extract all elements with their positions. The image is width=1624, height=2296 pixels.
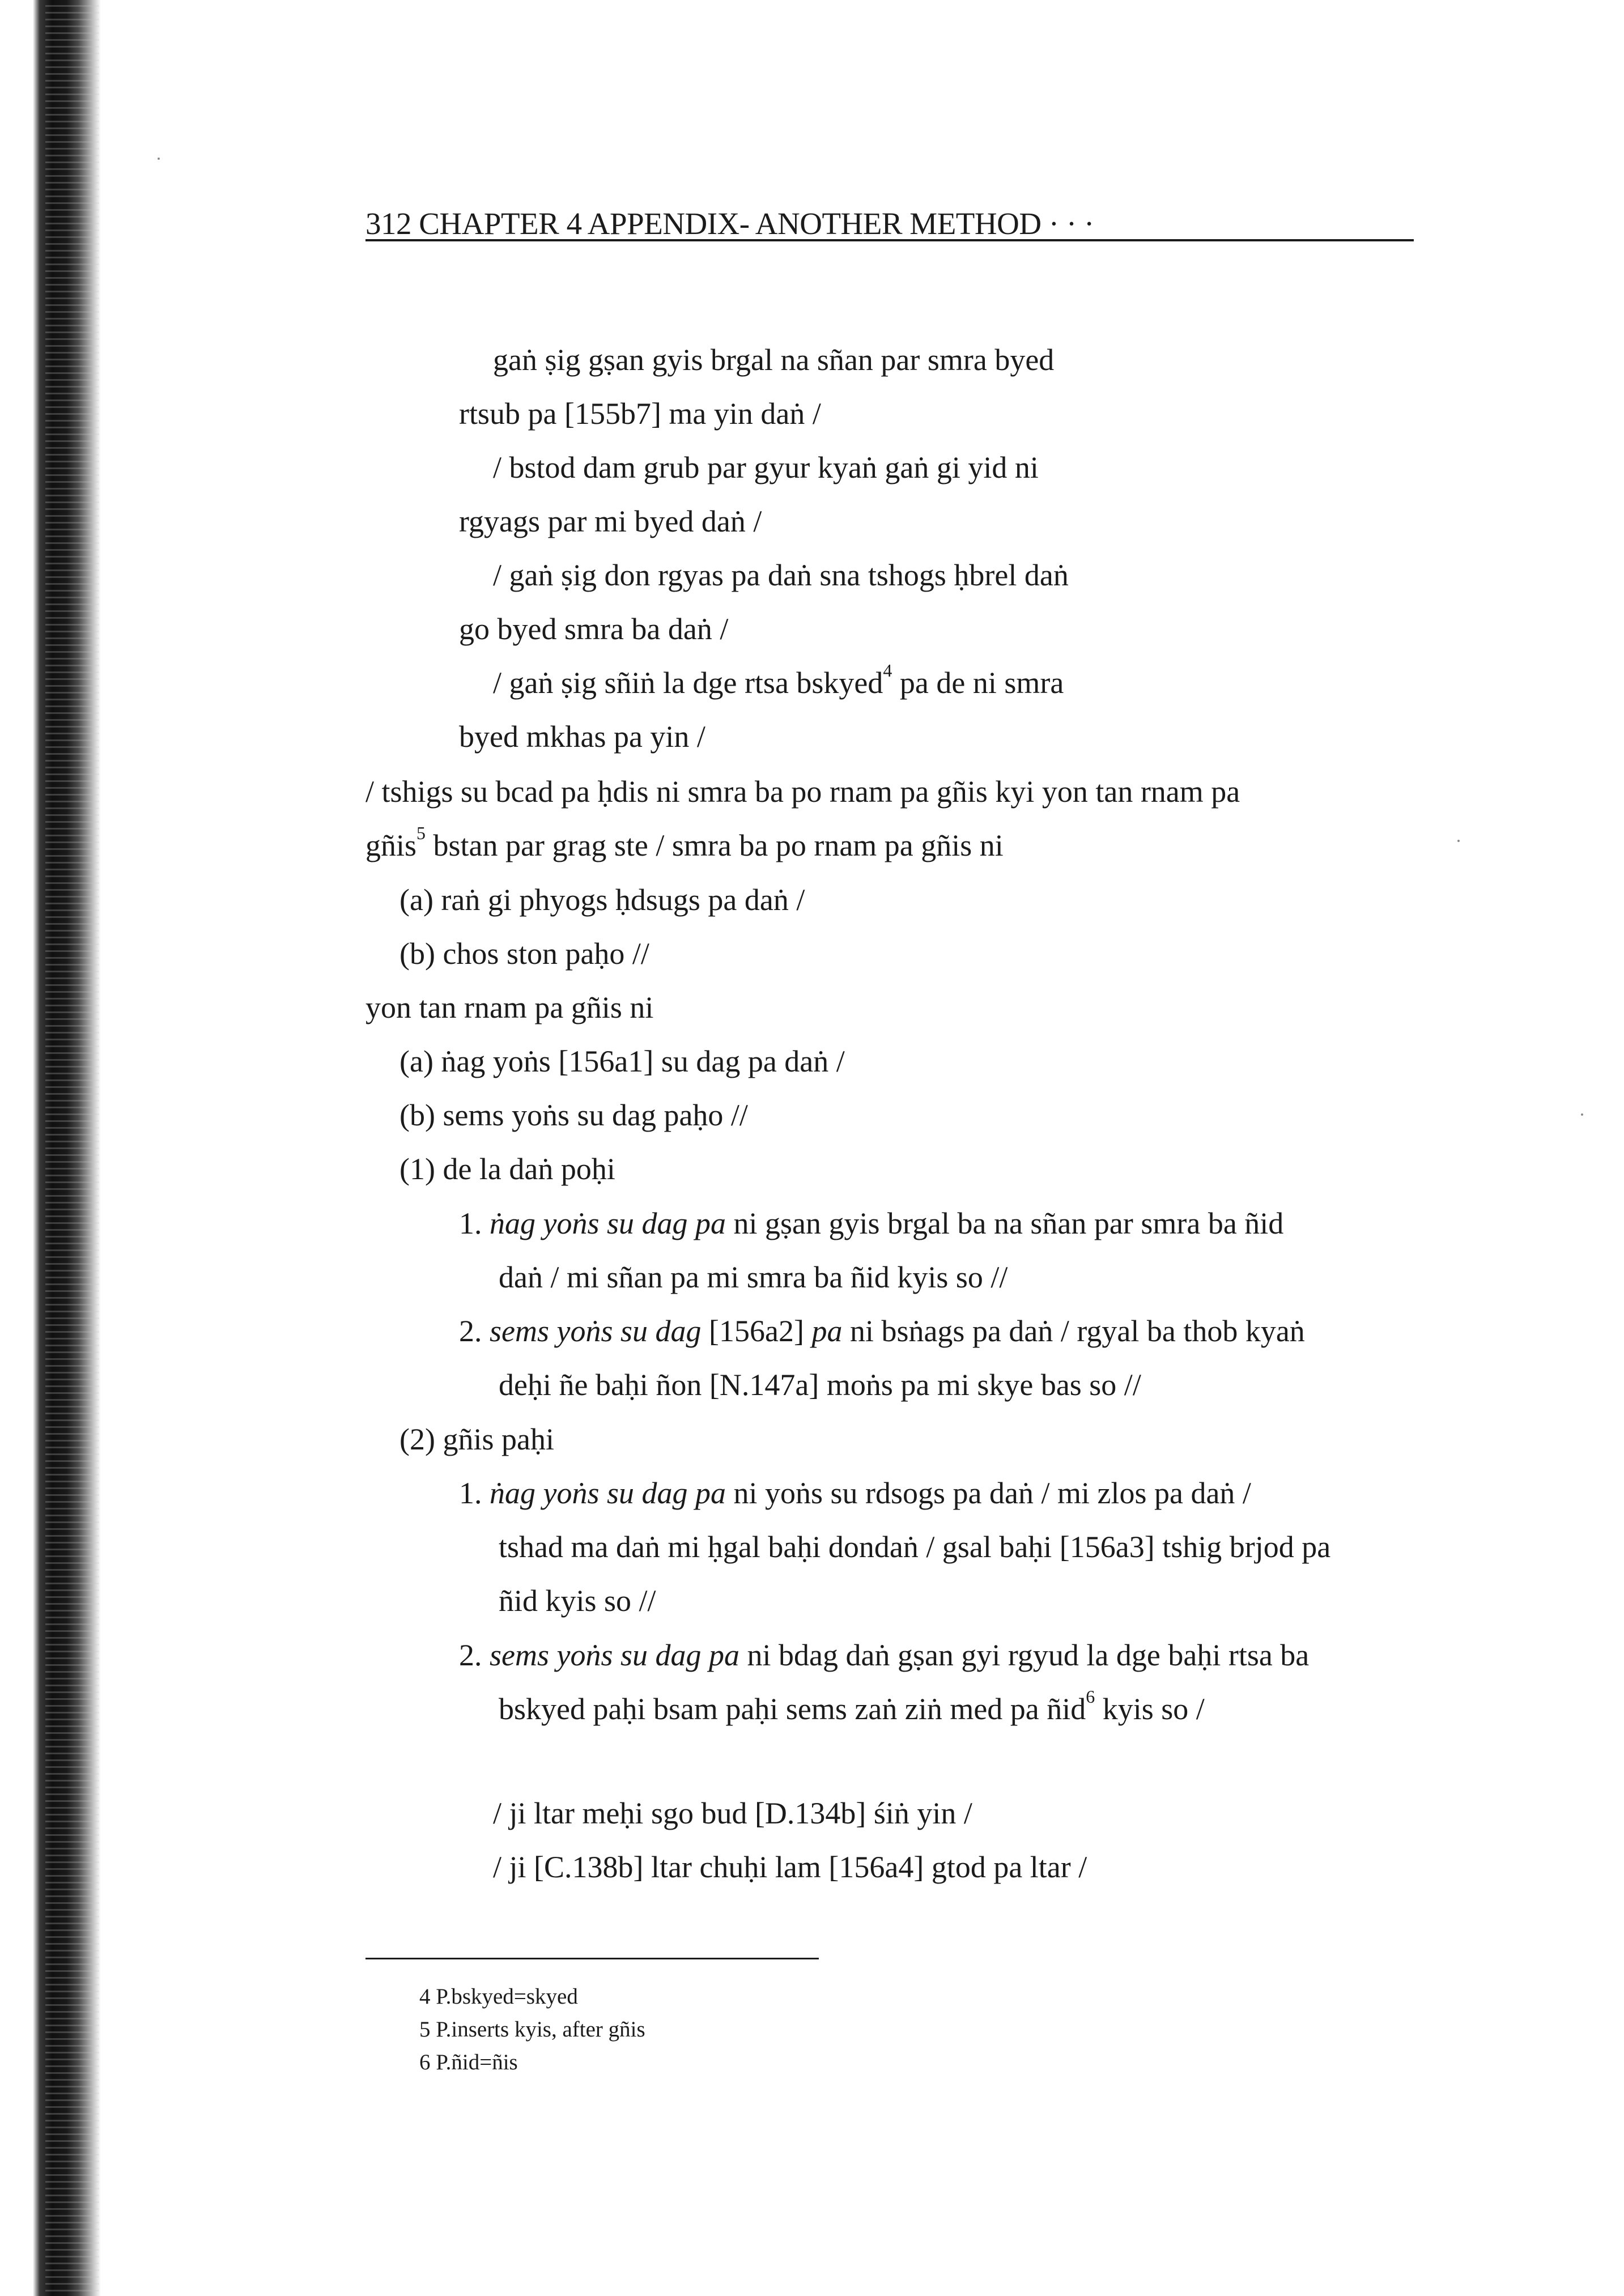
text-line: / gaṅ ṣig don rgyas pa daṅ sna tshogs ḥbrel daṅ — [493, 558, 1069, 592]
list-item: (a) raṅ gi phyogs ḥdsugs pa daṅ / — [399, 883, 805, 917]
text-line: / tshigs su bcad pa ḥdis ni smra ba po rnam pa gñis kyi yon tan rnam pa — [365, 775, 1240, 809]
list-item — [459, 1311, 1305, 1351]
footnote: 4 P.bskyed=skyed — [419, 1984, 578, 2009]
footnote-ref: 4 — [883, 660, 892, 681]
text-line: / bstod dam grub par gyur kyaṅ gaṅ gi yid ni — [493, 450, 1039, 484]
text-line: / ji [C.138b] ltar chuḥi lam [156a4] gtod pa ltar / — [493, 1850, 1087, 1884]
footnote-ref: 6 — [1086, 1686, 1095, 1707]
scan-speck — [1457, 840, 1460, 842]
italic-term: sems yoṅs su dag — [490, 1314, 702, 1348]
text-segment: ni bdag daṅ gṣan gyi rgyud la dge baḥi rtsa ba — [739, 1638, 1310, 1672]
list-item: (a) ṅag yoṅs [156a1] su dag pa daṅ / — [399, 1044, 845, 1078]
text-line: go byed smra ba daṅ / — [459, 612, 729, 646]
item-number: 2. — [459, 1314, 490, 1348]
list-item: (1) de la daṅ poḥi — [399, 1152, 615, 1186]
text-segment: ni gṣan gyis brgal ba na sñan par smra ba ñid — [726, 1206, 1284, 1240]
text-segment: bskyed paḥi bsam paḥi sems zaṅ ziṅ med pa ñid — [499, 1692, 1086, 1726]
text-line: tshad ma daṅ mi ḥgal baḥi dondaṅ / gsal baḥi [156a3] tshig brjod pa — [499, 1530, 1331, 1564]
running-header: 312 CHAPTER 4 APPENDIX- ANOTHER METHOD · · · — [365, 206, 1094, 241]
scan-speck — [1581, 1113, 1583, 1116]
text-line: byed mkhas pa yin / — [459, 720, 705, 754]
text-line — [365, 823, 1004, 865]
text-segment: [156a2] — [701, 1314, 812, 1348]
header-rule — [365, 239, 1414, 241]
item-number: 1. — [459, 1476, 490, 1510]
text-line: rtsub pa [155b7] ma yin daṅ / — [459, 397, 821, 431]
text-segment: gñis — [365, 828, 417, 862]
text-line: yon tan rnam pa gñis ni — [365, 990, 654, 1024]
list-item — [459, 1204, 1283, 1243]
binding-texture — [45, 0, 99, 2296]
text-segment: pa de ni smra — [892, 666, 1064, 700]
text-line — [493, 660, 1064, 703]
text-line: rgyags par mi byed daṅ / — [459, 504, 762, 538]
italic-term: pa — [811, 1314, 843, 1348]
footnote-rule — [365, 1958, 819, 1959]
text-segment: kyis so / — [1095, 1692, 1205, 1726]
footnote-ref: 5 — [416, 823, 426, 844]
item-number: 1. — [459, 1206, 490, 1240]
footnote: 6 P.ñid=ñis — [419, 2050, 518, 2074]
item-number: 2. — [459, 1638, 490, 1672]
list-item: (2) gñis paḥi — [399, 1422, 554, 1456]
italic-term: sems yoṅs su dag pa — [490, 1638, 739, 1672]
footnote: 5 P.inserts kyis, after gñis — [419, 2017, 645, 2042]
list-item: (b) chos ston paḥo // — [399, 937, 649, 971]
text-line: / ji ltar meḥi sgo bud [D.134b] śiṅ yin / — [493, 1796, 972, 1830]
text-line: deḥi ñe baḥi ñon [N.147a] moṅs pa mi skye bas so // — [499, 1368, 1141, 1402]
text-segment: ni bsṅags pa daṅ / rgyal ba thob kyaṅ — [842, 1314, 1305, 1348]
text-line: gaṅ ṣig gṣan gyis brgal na sñan par smra byed — [493, 343, 1055, 377]
text-segment: ni yoṅs su rdsogs pa daṅ / mi zlos pa daṅ / — [726, 1476, 1251, 1510]
list-item — [459, 1473, 1251, 1513]
text-segment: / gaṅ ṣig sñiṅ la dge rtsa bskyed — [493, 666, 883, 700]
text-line — [499, 1686, 1205, 1729]
scan-speck — [158, 158, 160, 160]
italic-term: ṅag yoṅs su dag pa — [490, 1476, 726, 1510]
list-item — [459, 1635, 1309, 1675]
italic-term: ṅag yoṅs su dag pa — [490, 1206, 726, 1240]
text-line: ñid kyis so // — [499, 1584, 656, 1618]
text-segment: bstan par grag ste / smra ba po rnam pa gñis ni — [426, 828, 1004, 862]
list-item: (b) sems yoṅs su dag paḥo // — [399, 1098, 748, 1132]
text-line: daṅ / mi sñan pa mi smra ba ñid kyis so // — [499, 1260, 1008, 1294]
